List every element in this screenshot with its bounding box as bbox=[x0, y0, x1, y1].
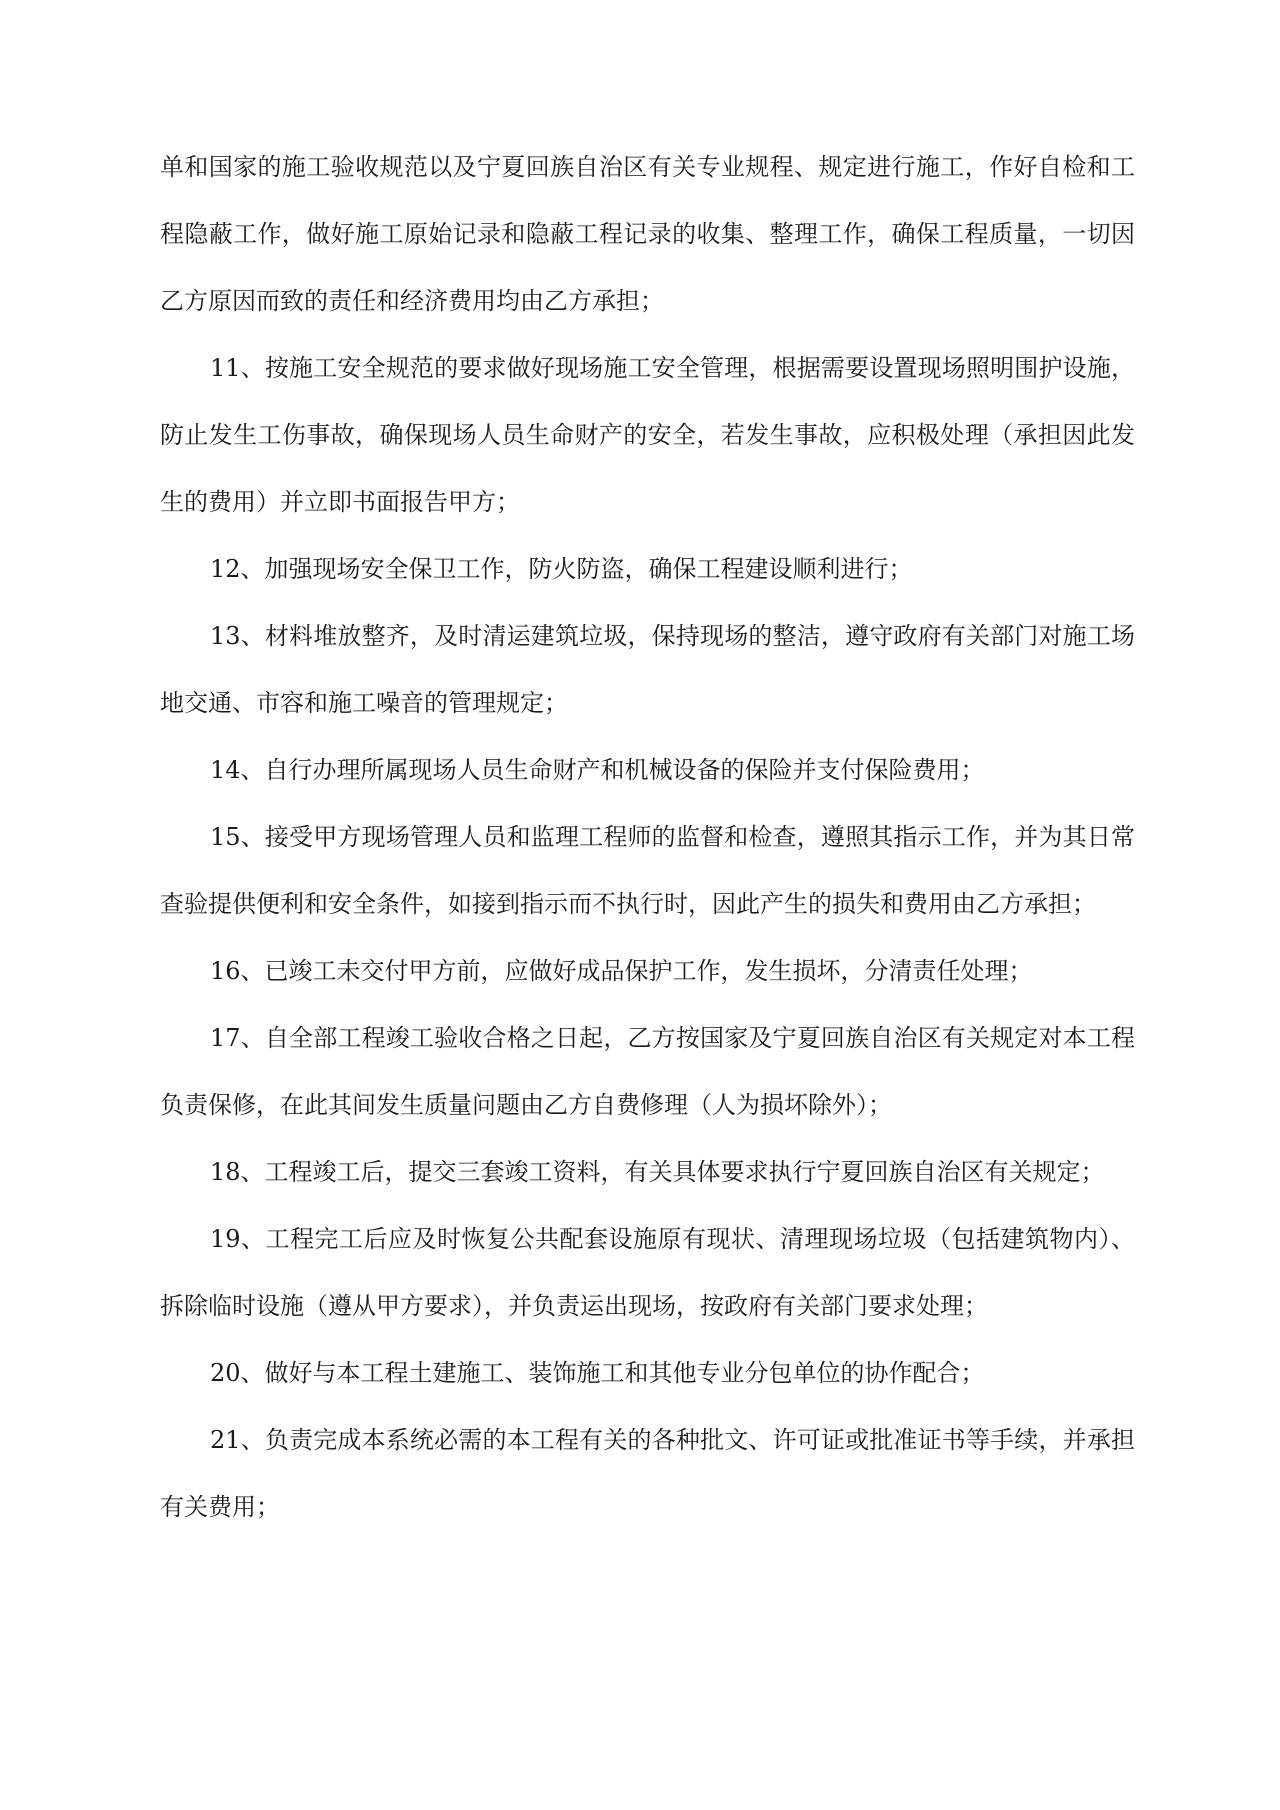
paragraph-item-17: 17、自全部工程竣工验收合格之日起，乙方按国家及宁夏回族自治区有关规定对本工程负责保修，在此其间发生质量问题由乙方自费修理（人为损坏除外）； bbox=[160, 1024, 1135, 1119]
paragraph-item-14: 14、自行办理所属现场人员生命财产和机械设备的保险并支付保险费用； bbox=[210, 756, 985, 784]
paragraph-item-19: 19、工程完工后应及时恢复公共配套设施原有现状、清理现场垃圾（包括建筑物内）、拆除临时设施（遵从甲方要求），并负责运出现场，按政府有关部门要求处理； bbox=[160, 1225, 1135, 1320]
paragraph-item-20: 20、做好与本工程土建施工、装饰施工和其他专业分包单位的协作配合； bbox=[210, 1359, 985, 1387]
paragraph-item-15: 15、接受甲方现场管理人员和监理工程师的监督和检查，遵照其指示工作，并为其日常查验提供便利和安全条件，如接到指示而不执行时，因此产生的损失和费用由乙方承担； bbox=[160, 823, 1135, 918]
document-page bbox=[160, 134, 1135, 1541]
paragraph-item-12: 12、加强现场安全保卫工作，防火防盗，确保工程建设顺利进行； bbox=[210, 555, 913, 583]
paragraph-item-11: 11、按施工安全规范的要求做好现场施工安全管理，根据需要设置现场照明围护设施，防止发生工伤事故，确保现场人员生命财产的安全，若发生事故，应积极处理（承担因此发生的费用）并立即书面报告甲方； bbox=[160, 354, 1135, 516]
paragraph-item-16: 16、已竣工未交付甲方前，应做好成品保护工作，发生损坏，分清责任处理； bbox=[210, 957, 1033, 985]
paragraph-item-21: 21、负责完成本系统必需的本工程有关的各种批文、许可证或批准证书等手续，并承担有关费用； bbox=[160, 1426, 1135, 1521]
paragraph-continuation: 单和国家的施工验收规范以及宁夏回族自治区有关专业规程、规定进行施工，作好自检和工程隐蔽工作，做好施工原始记录和隐蔽工程记录的收集、整理工作，确保工程质量，一切因乙方原因而致的责任和经济费用均由乙方承担； bbox=[160, 153, 1135, 315]
paragraph-item-18: 18、工程竣工后，提交三套竣工资料，有关具体要求执行宁夏回族自治区有关规定； bbox=[210, 1158, 1105, 1186]
paragraph-item-13: 13、材料堆放整齐，及时清运建筑垃圾，保持现场的整洁，遵守政府有关部门对施工场地交通、市容和施工噪音的管理规定； bbox=[160, 622, 1135, 717]
